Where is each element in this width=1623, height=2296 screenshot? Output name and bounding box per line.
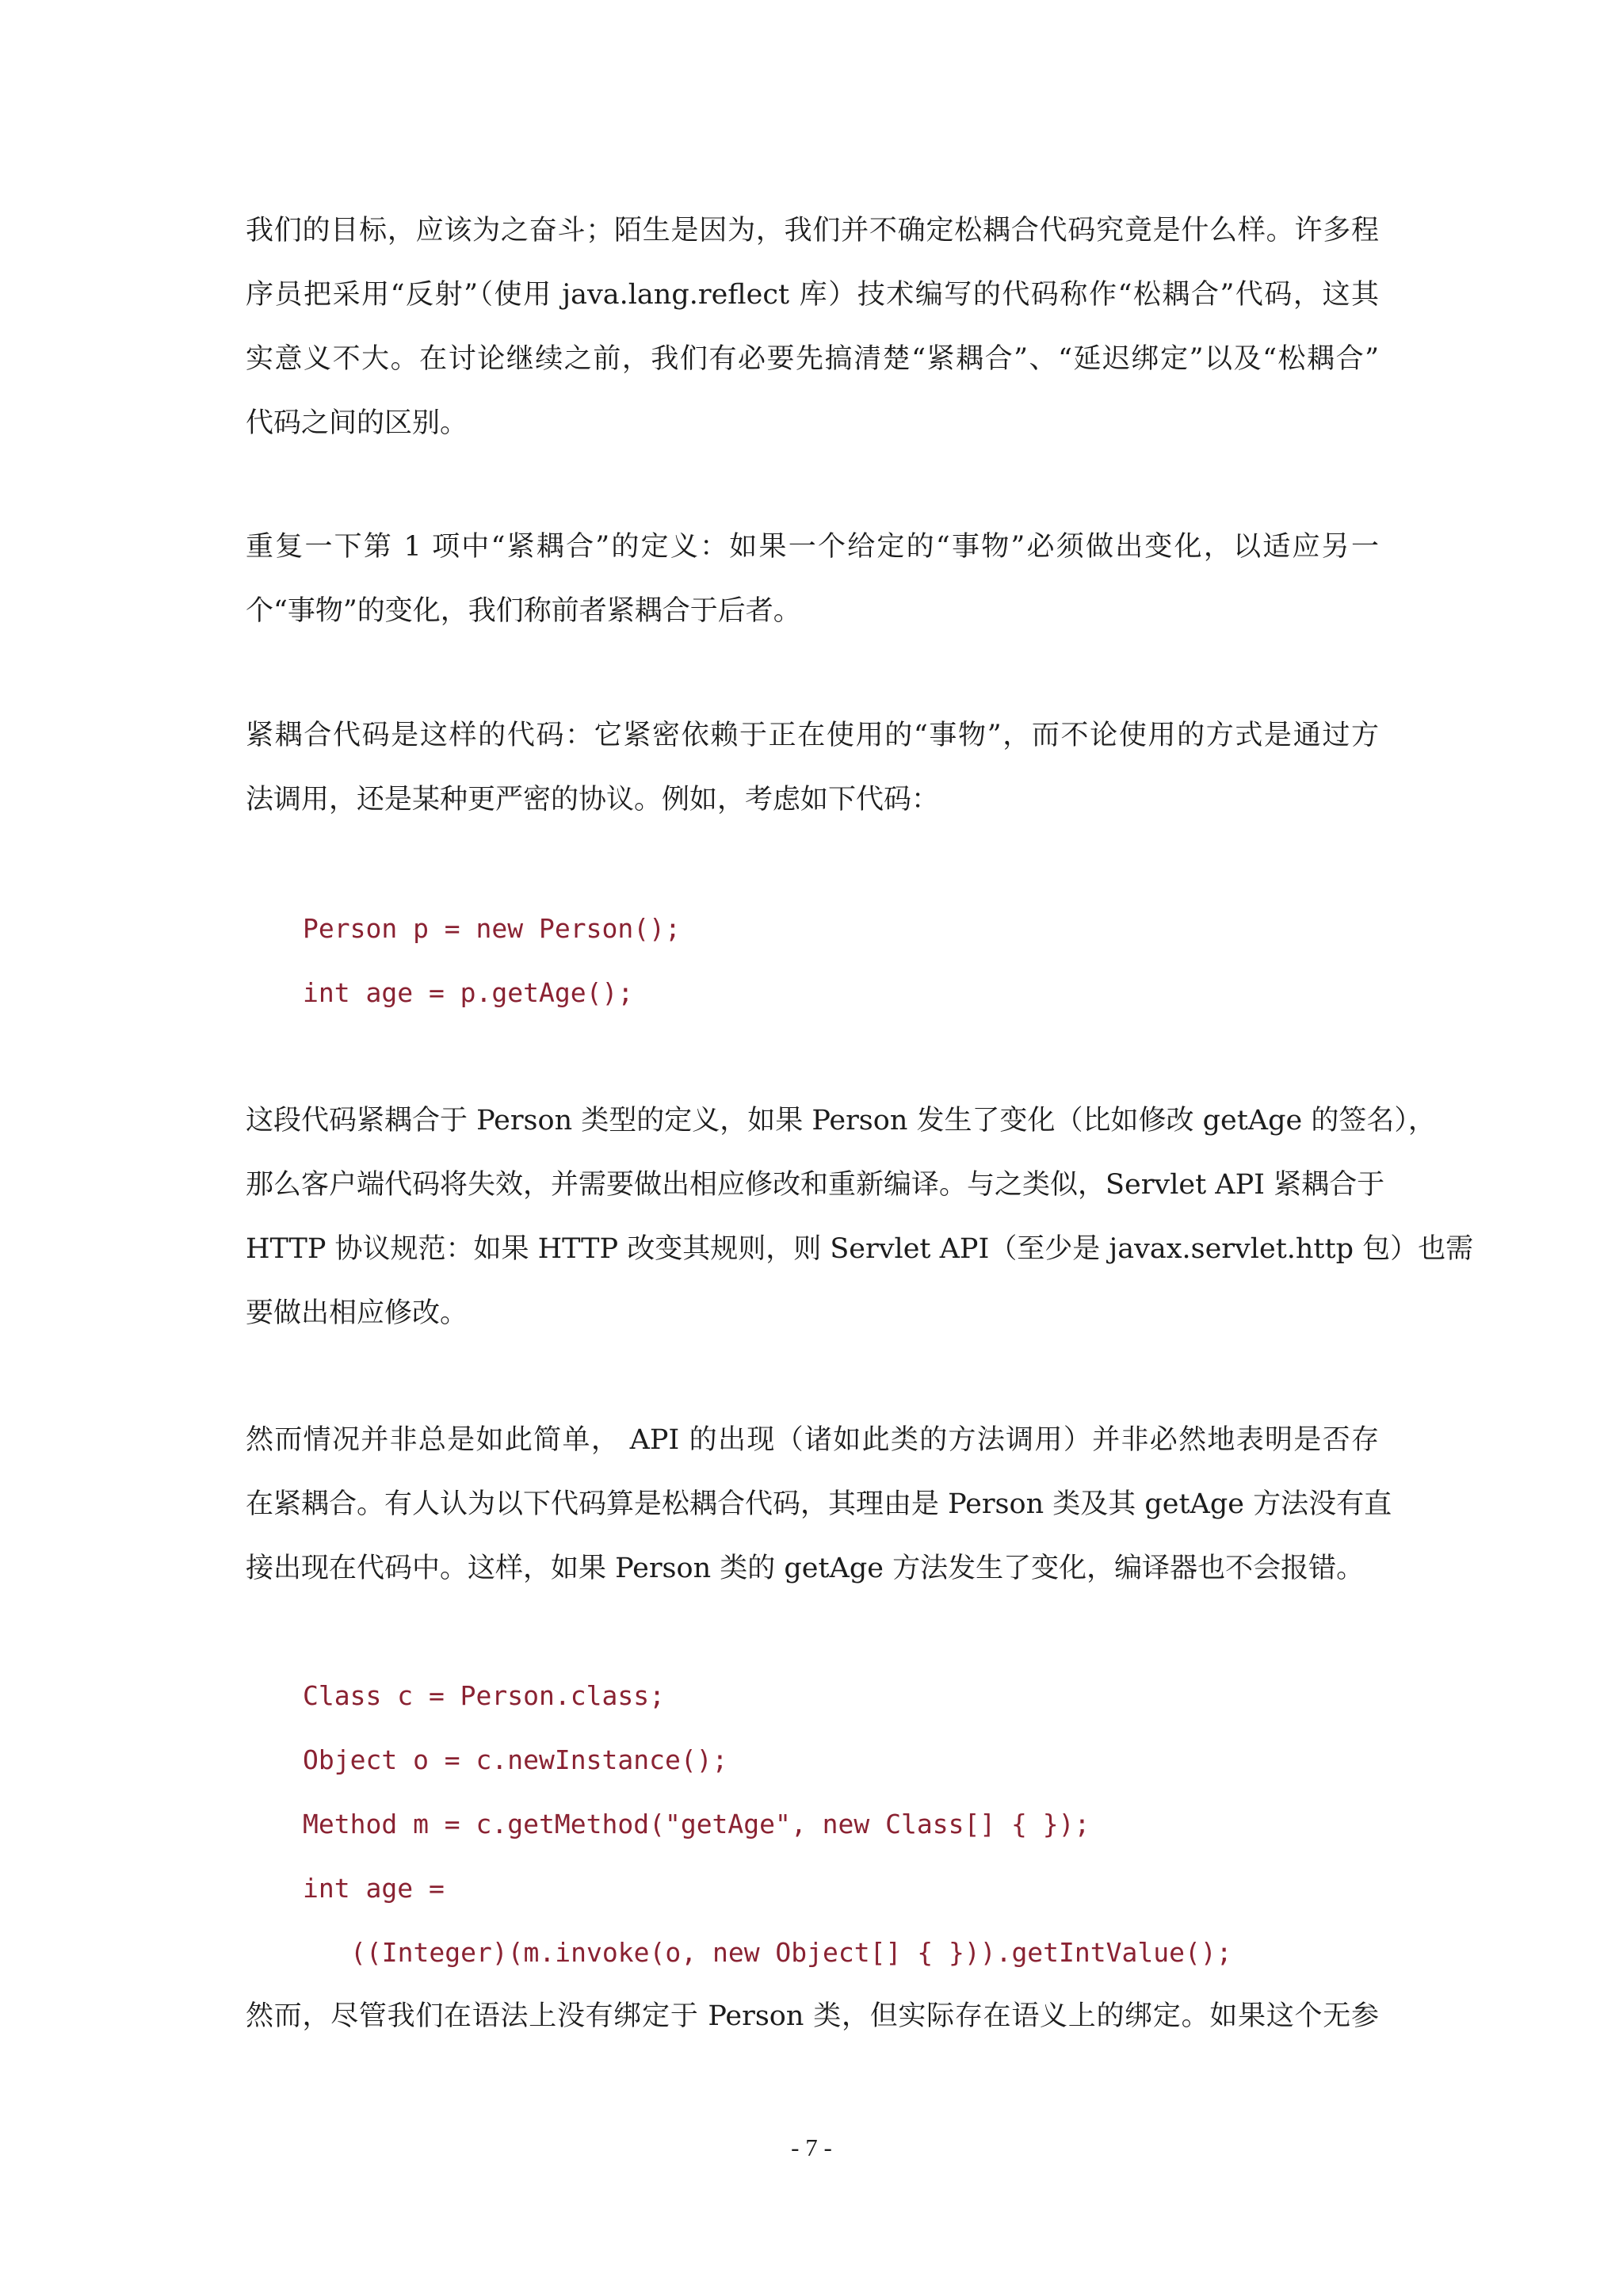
code-line: ((Integer)(m.invoke(o, new Object[] { })).getIntValue(); xyxy=(350,1937,1232,1968)
text-line: 要做出相应修改。 xyxy=(246,1297,468,1329)
text-line: HTTP 协议规范：如果 HTTP 改变其规则，则 Servlet API（至少是 javax.servlet.http 包）也需 xyxy=(246,1233,1474,1265)
code-line: Method m = c.getMethod("getAge", new Class[] { }); xyxy=(303,1809,1090,1839)
code-block-person xyxy=(303,896,681,1025)
text-line: 那么客户端代码将失效，并需要做出相应修改和重新编译。与之类似，Servlet API 紧耦合于 xyxy=(246,1169,1385,1201)
text-line: 代码之间的区别。 xyxy=(246,407,468,439)
paragraph-api-not-simple xyxy=(246,1408,1392,1601)
text-line: 实意义不大。在讨论继续之前，我们有必要先搞清楚“紧耦合”、“延迟绑定”以及“松耦合” xyxy=(246,343,1379,375)
text-line: 在紧耦合。有人认为以下代码算是松耦合代码，其理由是 Person 类及其 getAge 方法没有直 xyxy=(246,1488,1392,1520)
paragraph-loose-coupling-intro xyxy=(246,199,1379,456)
text-line: 然而情况并非总是如此简单， API 的出现（诸如此类的方法调用）并非必然地表明是否存 xyxy=(246,1424,1379,1456)
text-line: 然而，尽管我们在语法上没有绑定于 Person 类，但实际存在语义上的绑定。如果这个无参 xyxy=(246,2000,1379,2032)
text-line: 法调用，还是某种更严密的协议。例如，考虑如下代码： xyxy=(246,784,940,816)
text-line: 接出现在代码中。这样，如果 Person 类的 getAge 方法发生了变化，编译器也不会报错。 xyxy=(246,1553,1365,1584)
page-number: - 7 - xyxy=(791,2134,832,2161)
code-line: int age = xyxy=(303,1873,445,1904)
text-line: 紧耦合代码是这样的代码：它紧密依赖于正在使用的“事物”，而不论使用的方式是通过方 xyxy=(246,720,1379,751)
paragraph-person-coupling xyxy=(246,1089,1474,1346)
code-line: Object o = c.newInstance(); xyxy=(303,1744,728,1775)
text-line: 重复一下第 1 项中“紧耦合”的定义：如果一个给定的“事物”必须做出变化，以适应另一 xyxy=(246,531,1379,563)
code-line: int age = p.getAge(); xyxy=(303,977,634,1008)
paragraph-tight-coupling-code-intro xyxy=(246,704,1379,832)
code-block-reflection xyxy=(303,1664,1232,1985)
code-line: Person p = new Person(); xyxy=(303,913,681,944)
text-line: 我们的目标，应该为之奋斗；陌生是因为，我们并不确定松耦合代码究竟是什么样。许多程 xyxy=(246,215,1379,246)
text-line: 序员把采用“反射”（使用 java.lang.reflect 库）技术编写的代码称作“松耦合”代码，这其 xyxy=(246,279,1379,311)
paragraph-semantic-binding xyxy=(246,1985,1379,2049)
text-line: 这段代码紧耦合于 Person 类型的定义，如果 Person 发生了变化（比如修改 getAge 的签名）， xyxy=(246,1105,1436,1137)
text-line: 个“事物”的变化，我们称前者紧耦合于后者。 xyxy=(246,595,801,627)
paragraph-tight-coupling-definition xyxy=(246,515,1379,644)
code-line: Class c = Person.class; xyxy=(303,1680,665,1711)
